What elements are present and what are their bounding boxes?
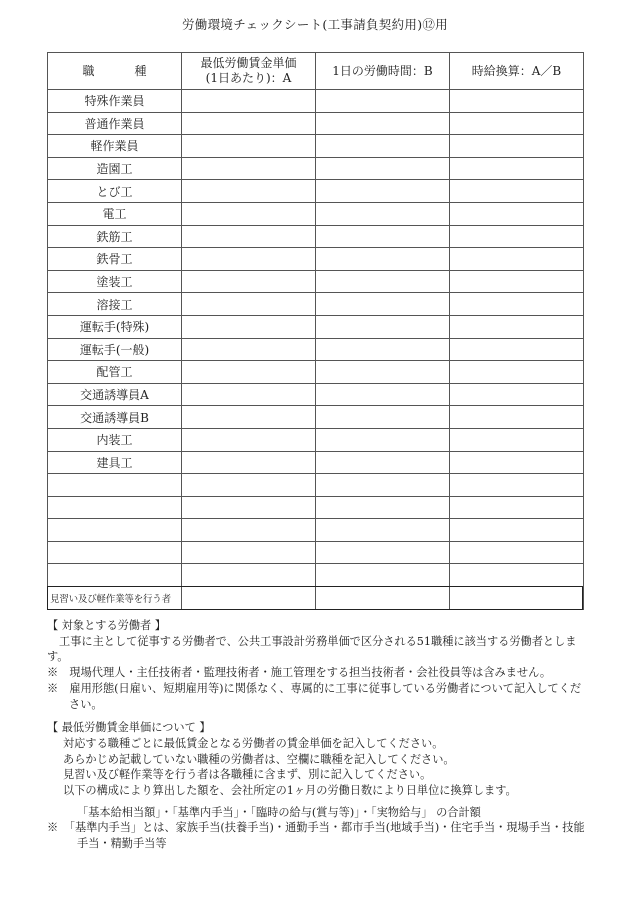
daily-hours-cell[interactable] [316, 519, 450, 542]
hourly-rate-cell[interactable] [450, 519, 584, 542]
trade-name-cell: 普通作業員 [48, 112, 182, 135]
hourly-rate-cell[interactable] [450, 451, 584, 474]
daily-hours-cell[interactable] [316, 451, 450, 474]
table-row [48, 90, 584, 113]
hourly-rate-cell[interactable] [450, 202, 584, 225]
daily-hours-cell[interactable] [316, 248, 450, 271]
min-wage-cell[interactable] [182, 406, 316, 429]
hourly-rate-cell[interactable] [450, 338, 584, 361]
hourly-rate-cell[interactable] [450, 496, 584, 519]
table-row [48, 293, 584, 316]
table-header-row [48, 53, 584, 90]
hourly-rate-cell[interactable] [450, 90, 584, 113]
header-hourly-rate: 時給換算：A／B [450, 53, 584, 90]
table-row [48, 248, 584, 271]
trade-name-cell: 交通誘導員A [48, 383, 182, 406]
labor-wage-table [47, 52, 584, 610]
apprentice-row [48, 587, 584, 610]
section1-note2: ※ 雇用形態(日雇い、短期雇用等)に関係なく、専属的に工事に従事している労働者について記入してください。 [47, 681, 582, 711]
trade-name-cell: 電工 [48, 202, 182, 225]
table-row [48, 225, 584, 248]
min-wage-cell[interactable] [182, 587, 316, 610]
min-wage-cell[interactable] [182, 541, 316, 564]
page-title: 労働環境チェックシート(工事請負契約用)⑫用 [182, 17, 448, 32]
hourly-rate-cell[interactable] [450, 541, 584, 564]
section2-line: 対応する職種ごとに最低賃金となる労働者の賃金単価を記入してください。 [63, 736, 444, 750]
trade-name-cell: 運転手(特殊) [48, 315, 182, 338]
hourly-rate-cell[interactable] [450, 406, 584, 429]
min-wage-cell[interactable] [182, 496, 316, 519]
daily-hours-cell[interactable] [316, 112, 450, 135]
table-row [48, 135, 584, 158]
daily-hours-cell[interactable] [316, 180, 450, 203]
daily-hours-cell[interactable] [316, 315, 450, 338]
daily-hours-cell[interactable] [316, 564, 450, 587]
min-wage-cell[interactable] [182, 135, 316, 158]
daily-hours-cell[interactable] [316, 428, 450, 451]
section1-note1: ※ 現場代理人・主任技術者・監理技術者・施工管理をする担当技術者・会社役員等は含みません。 [47, 666, 552, 680]
min-wage-cell[interactable] [182, 157, 316, 180]
hourly-rate-cell[interactable] [450, 315, 584, 338]
table-row [48, 202, 584, 225]
daily-hours-cell[interactable] [316, 225, 450, 248]
trade-name-cell: 特殊作業員 [48, 90, 182, 113]
min-wage-cell[interactable] [182, 248, 316, 271]
trade-name-cell: 造園工 [48, 157, 182, 180]
hourly-rate-cell[interactable] [450, 428, 584, 451]
trade-name-cell: 運転手(一般) [48, 338, 182, 361]
table-row [48, 406, 584, 429]
table-row [48, 428, 584, 451]
trade-name-cell: 交通誘導員B [48, 406, 182, 429]
trade-name-cell: とび工 [48, 180, 182, 203]
min-wage-cell[interactable] [182, 270, 316, 293]
trade-name-cell: 鉄筋工 [48, 225, 182, 248]
table-row [48, 474, 584, 497]
header-daily-hours: 1日の労働時間：B [316, 53, 450, 90]
trade-name-cell: 内装工 [48, 428, 182, 451]
daily-hours-cell[interactable] [316, 406, 450, 429]
section2-line: あらかじめ記載していない職種の労働者は、空欄に職種を記入してください。 [63, 752, 455, 766]
daily-hours-cell[interactable] [316, 202, 450, 225]
table-row [48, 315, 584, 338]
min-wage-cell[interactable] [182, 361, 316, 384]
daily-hours-cell[interactable] [316, 474, 450, 497]
hourly-rate-cell[interactable] [450, 135, 584, 158]
table-row [48, 451, 584, 474]
trade-name-cell [48, 496, 182, 519]
hourly-rate-cell[interactable] [450, 474, 584, 497]
min-wage-cell[interactable] [182, 315, 316, 338]
table-row [48, 112, 584, 135]
daily-hours-cell[interactable] [316, 383, 450, 406]
header-min-wage [182, 53, 316, 90]
hourly-rate-cell[interactable] [450, 180, 584, 203]
trade-name-cell: 鉄骨工 [48, 248, 182, 271]
trade-name-cell [48, 541, 182, 564]
apprentice-label-cell: 見習い及び軽作業等を行う者 [48, 587, 182, 610]
composition-line: 「基本給相当額」・「基準内手当」・「臨時の給与(賞与等)」・「実物給与」 の合計額 [77, 805, 481, 819]
trade-name-cell: 溶接工 [48, 293, 182, 316]
min-wage-cell[interactable] [182, 564, 316, 587]
min-wage-cell[interactable] [182, 293, 316, 316]
min-wage-cell[interactable] [182, 180, 316, 203]
min-wage-cell[interactable] [182, 112, 316, 135]
table-row [48, 496, 584, 519]
daily-hours-cell[interactable] [316, 270, 450, 293]
hourly-rate-cell[interactable] [450, 383, 584, 406]
section2-line: 以下の構成により算出した額を、会社所定の1ヶ月の労働日数により日単位に換算します。 [63, 784, 517, 798]
table-row [48, 361, 584, 384]
table-row [48, 157, 584, 180]
table-row [48, 541, 584, 564]
min-wage-cell[interactable] [182, 474, 316, 497]
daily-hours-cell[interactable] [316, 293, 450, 316]
trade-name-cell: 建具工 [48, 451, 182, 474]
daily-hours-cell[interactable] [316, 338, 450, 361]
trade-name-cell: 配管工 [48, 361, 182, 384]
table-row [48, 338, 584, 361]
min-wage-cell[interactable] [182, 451, 316, 474]
table-row [48, 383, 584, 406]
daily-hours-cell[interactable] [316, 157, 450, 180]
trade-name-cell [48, 519, 182, 542]
trade-name-cell: 軽作業員 [48, 135, 182, 158]
min-wage-cell[interactable] [182, 519, 316, 542]
min-wage-cell[interactable] [182, 90, 316, 113]
section1-heading: 【 対象とする労働者 】 [47, 619, 166, 632]
daily-hours-cell[interactable] [316, 496, 450, 519]
hourly-rate-cell[interactable] [450, 157, 584, 180]
hourly-rate-cell[interactable] [450, 587, 584, 610]
section2-line: 見習い及び軽作業等を行う者は各職種に含まず、別に記入してください。 [63, 768, 432, 782]
hourly-rate-cell[interactable] [450, 361, 584, 384]
min-wage-cell[interactable] [182, 202, 316, 225]
header-min-wage-label: 最低労働賃金単価 (1日あたり)：A [200, 56, 297, 85]
hourly-rate-cell[interactable] [450, 564, 584, 587]
daily-hours-cell[interactable] [316, 541, 450, 564]
header-trade: 職 種 [48, 53, 182, 90]
table-row [48, 270, 584, 293]
table-row [48, 519, 584, 542]
daily-hours-cell[interactable] [316, 587, 450, 610]
trade-name-cell: 塗装工 [48, 270, 182, 293]
hourly-rate-cell[interactable] [450, 225, 584, 248]
hourly-rate-cell[interactable] [450, 293, 584, 316]
min-wage-cell[interactable] [182, 428, 316, 451]
section1-body: 工事に主として従事する労働者で、公共工事設計労務単価で区分される51職種に該当する労働者とします。 [47, 634, 577, 664]
hourly-rate-cell[interactable] [450, 112, 584, 135]
daily-hours-cell[interactable] [316, 90, 450, 113]
min-wage-cell[interactable] [182, 225, 316, 248]
daily-hours-cell[interactable] [316, 361, 450, 384]
hourly-rate-cell[interactable] [450, 248, 584, 271]
trade-name-cell [48, 564, 182, 587]
table-row [48, 564, 584, 587]
section2-heading: 【 最低労働賃金単価について 】 [47, 721, 211, 735]
min-wage-cell[interactable] [182, 383, 316, 406]
trade-name-cell [48, 474, 182, 497]
hourly-rate-cell[interactable] [450, 270, 584, 293]
section2-note: ※ 「基準内手当」とは、家族手当(扶養手当)・通勤手当・都市手当(地域手当)・住宅手当・現場手当・技能手当・精勤手当等 [47, 821, 585, 851]
min-wage-cell[interactable] [182, 338, 316, 361]
daily-hours-cell[interactable] [316, 135, 450, 158]
table-row [48, 180, 584, 203]
notes-section [47, 618, 587, 852]
